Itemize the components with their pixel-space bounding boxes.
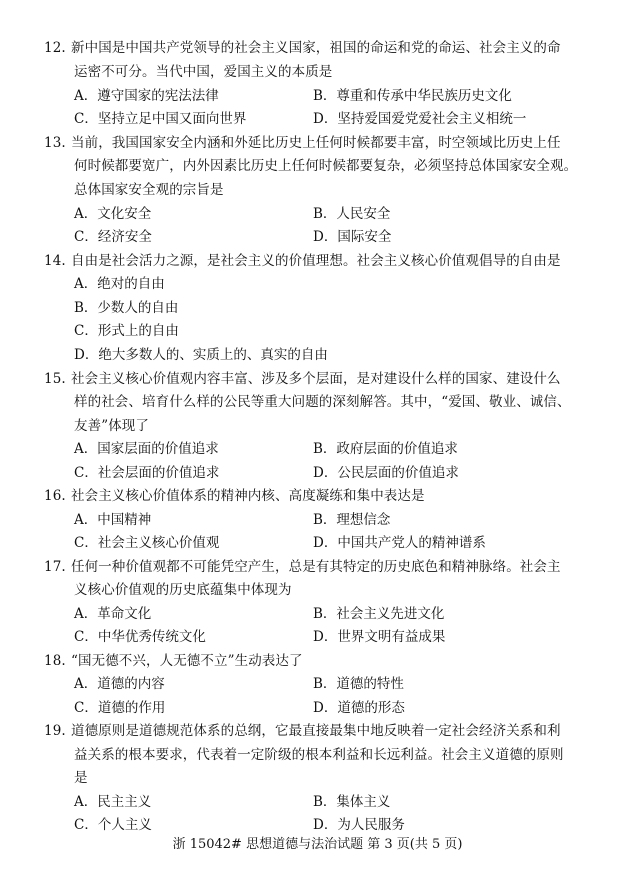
- option-c: C．坚持立足中国又面向世界: [74, 111, 247, 127]
- option-a: A．中国精神: [74, 512, 152, 528]
- option-d: D．公民层面的价值追求: [313, 465, 459, 481]
- question-stem-line: 总体国家安全观的宗旨是: [74, 182, 224, 198]
- option-b: B．人民安全: [313, 206, 391, 222]
- question-number: 13.: [44, 135, 66, 151]
- question-stem-line: “国无德不兴，人无德不立”生动表达了: [71, 653, 303, 669]
- option-d: D．绝大多数人的、实质上的、真实的自由: [74, 347, 328, 363]
- option-a: A．革命文化: [74, 606, 152, 622]
- question-number: 19.: [44, 723, 66, 739]
- option-a: A．绝对的自由: [74, 276, 165, 292]
- option-c: C．道德的作用: [74, 700, 166, 716]
- option-d: D．坚持爱国爱党爱社会主义相统一: [313, 111, 527, 127]
- question-stem-line: 自由是社会活力之源，是社会主义的价值理想。社会主义核心价值观倡导的自由是: [71, 253, 561, 269]
- option-a: A．文化安全: [74, 206, 152, 222]
- question-stem-line: 新中国是中国共产党领导的社会主义国家，祖国的命运和党的命运、社会主义的命: [71, 40, 561, 56]
- question-stem-line: 是: [74, 770, 88, 786]
- option-d: D．中国共产党人的精神谱系: [313, 535, 486, 551]
- option-c: C．社会主义核心价值观: [74, 535, 220, 551]
- option-d: D．国际安全: [313, 229, 392, 245]
- option-c: C．个人主义: [74, 817, 152, 833]
- question-stem-line: 道德原则是道德规范体系的总纲，它最直接最集中地反映着一定社会经济关系和利: [71, 723, 561, 739]
- question-stem-line: 友善”体现了: [74, 418, 150, 434]
- option-d: D．世界文明有益成果: [313, 629, 446, 645]
- question-number: 14.: [44, 253, 66, 269]
- option-b: B．尊重和传承中华民族历史文化: [313, 88, 512, 104]
- option-a: A．民主主义: [74, 794, 152, 810]
- question-number: 16.: [44, 488, 66, 504]
- option-b: B．少数人的自由: [74, 300, 179, 316]
- question-stem-line: 社会主义核心价值观内容丰富、涉及多个层面，是对建设什么样的国家、建设什么: [71, 371, 561, 387]
- question-number: 18.: [44, 653, 66, 669]
- option-b: B．道德的特性: [313, 676, 404, 692]
- question-number: 17.: [44, 559, 66, 575]
- question-stem-line: 何时候都要宽广，内外因素比历史上任何时候都要复杂，必须坚持总体国家安全观。: [74, 158, 578, 174]
- question-stem-line: 运密不可分。当代中国，爱国主义的本质是: [74, 64, 333, 80]
- option-d: D．为人民服务: [313, 817, 405, 833]
- option-b: B．政府层面的价值追求: [313, 441, 458, 457]
- question-stem-line: 任何一种价值观都不可能凭空产生，总是有其特定的历史底色和精神脉络。社会主: [71, 559, 561, 575]
- page-footer: 浙 15042# 思想道德与法治试题 第 3 页(共 5 页): [172, 837, 463, 852]
- option-c: C．社会层面的价值追求: [74, 465, 220, 481]
- option-c: C．形式上的自由: [74, 323, 179, 339]
- option-d: D．道德的形态: [313, 700, 405, 716]
- question-stem-line: 益关系的根本要求，代表着一定阶级的根本利益和长远利益。社会主义道德的原则: [74, 747, 564, 763]
- option-b: B．集体主义: [313, 794, 391, 810]
- question-number: 15.: [44, 371, 66, 387]
- option-c: C．中华优秀传统文化: [74, 629, 206, 645]
- option-c: C．经济安全: [74, 229, 152, 245]
- option-a: A．遵守国家的宪法法律: [74, 88, 219, 104]
- question-stem-line: 样的社会、培育什么样的公民等重大问题的深刻解答。其中，“爱国、敬业、诚信、: [74, 394, 571, 410]
- option-a: A．国家层面的价值追求: [74, 441, 219, 457]
- question-stem-line: 当前，我国国家安全内涵和外延比历史上任何时候都要丰富，时空领域比历史上任: [71, 135, 561, 151]
- question-stem-line: 义核心价值观的历史底蕴集中体现为: [74, 582, 292, 598]
- option-b: B．社会主义先进文化: [313, 606, 445, 622]
- option-b: B．理想信念: [313, 512, 391, 528]
- question-number: 12.: [44, 40, 66, 56]
- option-a: A．道德的内容: [74, 676, 165, 692]
- question-stem-line: 社会主义核心价值体系的精神内核、高度凝练和集中表达是: [71, 488, 425, 504]
